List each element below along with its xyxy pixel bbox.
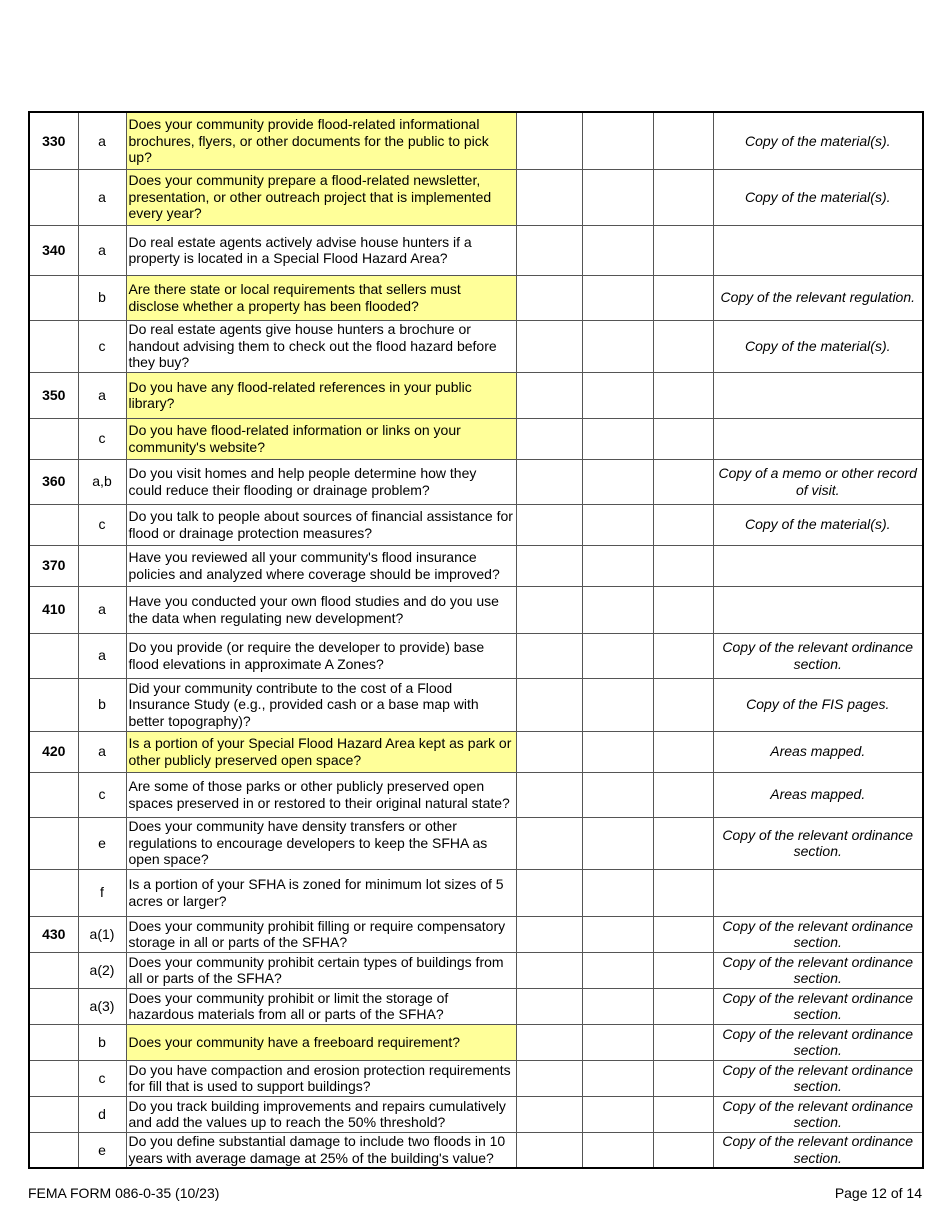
answer-yes-cell[interactable] bbox=[516, 169, 582, 225]
question-cell: Does your community prohibit or limit the storage of hazardous materials from all or parts of the SFHA? bbox=[126, 988, 516, 1024]
sub-item-cell: a(2) bbox=[78, 952, 126, 988]
documentation-cell bbox=[713, 586, 923, 633]
sub-item-cell: a(3) bbox=[78, 988, 126, 1024]
answer-na-cell[interactable] bbox=[653, 545, 713, 586]
documentation-cell: Copy of the relevant ordinance section. bbox=[713, 1132, 923, 1168]
answer-no-cell[interactable] bbox=[582, 225, 653, 275]
item-number-cell: 360 bbox=[29, 459, 78, 504]
form-number: FEMA FORM 086-0-35 (10/23) bbox=[28, 1185, 220, 1201]
table-row bbox=[29, 586, 923, 633]
answer-na-cell[interactable] bbox=[653, 1096, 713, 1132]
answer-yes-cell[interactable] bbox=[516, 418, 582, 459]
answer-na-cell[interactable] bbox=[653, 952, 713, 988]
answer-yes-cell[interactable] bbox=[516, 817, 582, 869]
question-cell: Do you have compaction and erosion protection requirements for fill that is used to support buildings? bbox=[126, 1060, 516, 1096]
documentation-cell bbox=[713, 418, 923, 459]
answer-yes-cell[interactable] bbox=[516, 633, 582, 678]
item-number-cell bbox=[29, 772, 78, 817]
answer-yes-cell[interactable] bbox=[516, 916, 582, 952]
question-cell: Does your community have density transfers or other regulations to encourage developers to keep the SFHA as open space? bbox=[126, 817, 516, 869]
question-cell: Do real estate agents give house hunters a brochure or handout advising them to check out the flood hazard before they buy? bbox=[126, 320, 516, 372]
item-number-cell bbox=[29, 952, 78, 988]
sub-item-cell: b bbox=[78, 1024, 126, 1060]
question-cell: Have you conducted your own flood studies and do you use the data when regulating new development? bbox=[126, 586, 516, 633]
table-row bbox=[29, 869, 923, 916]
question-cell: Do you track building improvements and repairs cumulatively and add the values up to reach the 50% threshold? bbox=[126, 1096, 516, 1132]
sub-item-cell: c bbox=[78, 504, 126, 545]
documentation-cell bbox=[713, 545, 923, 586]
answer-na-cell[interactable] bbox=[653, 275, 713, 320]
answer-no-cell[interactable] bbox=[582, 916, 653, 952]
answer-yes-cell[interactable] bbox=[516, 1096, 582, 1132]
answer-na-cell[interactable] bbox=[653, 504, 713, 545]
answer-na-cell[interactable] bbox=[653, 678, 713, 731]
answer-no-cell[interactable] bbox=[582, 112, 653, 169]
answer-na-cell[interactable] bbox=[653, 817, 713, 869]
answer-yes-cell[interactable] bbox=[516, 545, 582, 586]
question-cell: Does your community have a freeboard requirement? bbox=[126, 1024, 516, 1060]
sub-item-cell: c bbox=[78, 772, 126, 817]
table-row bbox=[29, 817, 923, 869]
documentation-cell bbox=[713, 372, 923, 418]
item-number-cell bbox=[29, 1024, 78, 1060]
answer-no-cell[interactable] bbox=[582, 545, 653, 586]
documentation-cell bbox=[713, 869, 923, 916]
documentation-cell: Areas mapped. bbox=[713, 772, 923, 817]
table-row bbox=[29, 1024, 923, 1060]
answer-no-cell[interactable] bbox=[582, 372, 653, 418]
sub-item-cell: e bbox=[78, 817, 126, 869]
documentation-cell: Copy of the relevant ordinance section. bbox=[713, 952, 923, 988]
activity-checklist-table bbox=[28, 111, 924, 1169]
question-cell: Does your community provide flood-related informational brochures, flyers, or other documents for the public to pick up? bbox=[126, 112, 516, 169]
item-number-cell bbox=[29, 869, 78, 916]
documentation-cell: Copy of the relevant ordinance section. bbox=[713, 817, 923, 869]
answer-yes-cell[interactable] bbox=[516, 1132, 582, 1168]
answer-yes-cell[interactable] bbox=[516, 731, 582, 772]
answer-na-cell[interactable] bbox=[653, 1132, 713, 1168]
sub-item-cell: d bbox=[78, 1096, 126, 1132]
table-row bbox=[29, 988, 923, 1024]
sub-item-cell: a bbox=[78, 586, 126, 633]
answer-yes-cell[interactable] bbox=[516, 772, 582, 817]
answer-yes-cell[interactable] bbox=[516, 952, 582, 988]
table-row bbox=[29, 952, 923, 988]
answer-no-cell[interactable] bbox=[582, 586, 653, 633]
sub-item-cell: f bbox=[78, 869, 126, 916]
answer-no-cell[interactable] bbox=[582, 1096, 653, 1132]
sub-item-cell: c bbox=[78, 1060, 126, 1096]
answer-yes-cell[interactable] bbox=[516, 459, 582, 504]
question-cell: Does your community prohibit certain types of buildings from all or parts of the SFHA? bbox=[126, 952, 516, 988]
documentation-cell: Copy of the relevant ordinance section. bbox=[713, 988, 923, 1024]
answer-no-cell[interactable] bbox=[582, 1024, 653, 1060]
answer-na-cell[interactable] bbox=[653, 418, 713, 459]
question-cell: Is a portion of your SFHA is zoned for minimum lot sizes of 5 acres or larger? bbox=[126, 869, 516, 916]
answer-yes-cell[interactable] bbox=[516, 504, 582, 545]
answer-na-cell[interactable] bbox=[653, 772, 713, 817]
table-row bbox=[29, 1060, 923, 1096]
item-number-cell: 420 bbox=[29, 731, 78, 772]
item-number-cell bbox=[29, 1132, 78, 1168]
answer-na-cell[interactable] bbox=[653, 916, 713, 952]
answer-yes-cell[interactable] bbox=[516, 320, 582, 372]
documentation-cell: Copy of the relevant ordinance section. bbox=[713, 1060, 923, 1096]
sub-item-cell: e bbox=[78, 1132, 126, 1168]
answer-no-cell[interactable] bbox=[582, 275, 653, 320]
sub-item-cell: a bbox=[78, 112, 126, 169]
table-row bbox=[29, 418, 923, 459]
table-row bbox=[29, 1096, 923, 1132]
answer-na-cell[interactable] bbox=[653, 1060, 713, 1096]
answer-no-cell[interactable] bbox=[582, 169, 653, 225]
question-cell: Is a portion of your Special Flood Hazard Area kept as park or other publicly preserved open space? bbox=[126, 731, 516, 772]
answer-yes-cell[interactable] bbox=[516, 112, 582, 169]
question-cell: Are there state or local requirements that sellers must disclose whether a property has been flooded? bbox=[126, 275, 516, 320]
item-number-cell bbox=[29, 817, 78, 869]
item-number-cell bbox=[29, 1060, 78, 1096]
sub-item-cell: a bbox=[78, 731, 126, 772]
item-number-cell bbox=[29, 988, 78, 1024]
question-cell: Do you visit homes and help people determine how they could reduce their flooding or drainage problem? bbox=[126, 459, 516, 504]
answer-no-cell[interactable] bbox=[582, 1132, 653, 1168]
question-cell: Does your community prohibit filling or require compensatory storage in all or parts of the SFHA? bbox=[126, 916, 516, 952]
answer-no-cell[interactable] bbox=[582, 817, 653, 869]
sub-item-cell: b bbox=[78, 275, 126, 320]
answer-na-cell[interactable] bbox=[653, 225, 713, 275]
documentation-cell: Copy of the relevant regulation. bbox=[713, 275, 923, 320]
item-number-cell bbox=[29, 504, 78, 545]
item-number-cell: 430 bbox=[29, 916, 78, 952]
item-number-cell bbox=[29, 678, 78, 731]
table-row bbox=[29, 633, 923, 678]
table-row bbox=[29, 772, 923, 817]
question-cell: Do you define substantial damage to include two floods in 10 years with average damage at 25% of the building's value? bbox=[126, 1132, 516, 1168]
table-row bbox=[29, 504, 923, 545]
answer-yes-cell[interactable] bbox=[516, 225, 582, 275]
table-row bbox=[29, 372, 923, 418]
table-row bbox=[29, 1132, 923, 1168]
question-cell: Do real estate agents actively advise house hunters if a property is located in a Special Flood Hazard Area? bbox=[126, 225, 516, 275]
page-number: Page 12 of 14 bbox=[834, 1185, 922, 1201]
answer-na-cell[interactable] bbox=[653, 988, 713, 1024]
item-number-cell: 370 bbox=[29, 545, 78, 586]
table-row bbox=[29, 916, 923, 952]
table-row bbox=[29, 678, 923, 731]
documentation-cell bbox=[713, 225, 923, 275]
answer-na-cell[interactable] bbox=[653, 459, 713, 504]
answer-na-cell[interactable] bbox=[653, 1024, 713, 1060]
sub-item-cell: a,b bbox=[78, 459, 126, 504]
answer-na-cell[interactable] bbox=[653, 320, 713, 372]
answer-yes-cell[interactable] bbox=[516, 1024, 582, 1060]
answer-na-cell[interactable] bbox=[653, 169, 713, 225]
sub-item-cell: b bbox=[78, 678, 126, 731]
documentation-cell: Copy of the relevant ordinance section. bbox=[713, 916, 923, 952]
answer-no-cell[interactable] bbox=[582, 320, 653, 372]
answer-na-cell[interactable] bbox=[653, 372, 713, 418]
table-row bbox=[29, 459, 923, 504]
table-row bbox=[29, 225, 923, 275]
answer-no-cell[interactable] bbox=[582, 678, 653, 731]
documentation-cell: Copy of the material(s). bbox=[713, 112, 923, 169]
answer-no-cell[interactable] bbox=[582, 988, 653, 1024]
sub-item-cell: c bbox=[78, 320, 126, 372]
answer-yes-cell[interactable] bbox=[516, 988, 582, 1024]
answer-yes-cell[interactable] bbox=[516, 869, 582, 916]
documentation-cell: Copy of the relevant ordinance section. bbox=[713, 1096, 923, 1132]
table-row bbox=[29, 731, 923, 772]
answer-no-cell[interactable] bbox=[582, 459, 653, 504]
sub-item-cell: a(1) bbox=[78, 916, 126, 952]
table-row bbox=[29, 320, 923, 372]
answer-no-cell[interactable] bbox=[582, 772, 653, 817]
answer-na-cell[interactable] bbox=[653, 731, 713, 772]
question-cell: Are some of those parks or other publicly preserved open spaces preserved in or restored to their original natural state? bbox=[126, 772, 516, 817]
item-number-cell bbox=[29, 320, 78, 372]
documentation-cell: Copy of the FIS pages. bbox=[713, 678, 923, 731]
item-number-cell bbox=[29, 633, 78, 678]
item-number-cell bbox=[29, 169, 78, 225]
item-number-cell bbox=[29, 1096, 78, 1132]
answer-yes-cell[interactable] bbox=[516, 372, 582, 418]
answer-na-cell[interactable] bbox=[653, 869, 713, 916]
answer-no-cell[interactable] bbox=[582, 418, 653, 459]
table-row bbox=[29, 112, 923, 169]
question-cell: Do you have any flood-related references in your public library? bbox=[126, 372, 516, 418]
documentation-cell: Copy of a memo or other record of visit. bbox=[713, 459, 923, 504]
answer-no-cell[interactable] bbox=[582, 633, 653, 678]
sub-item-cell: a bbox=[78, 633, 126, 678]
question-cell: Did your community contribute to the cost of a Flood Insurance Study (e.g., provided cash or a base map with better topography)? bbox=[126, 678, 516, 731]
sub-item-cell: a bbox=[78, 372, 126, 418]
item-number-cell: 350 bbox=[29, 372, 78, 418]
documentation-cell: Copy of the material(s). bbox=[713, 504, 923, 545]
documentation-cell: Copy of the material(s). bbox=[713, 320, 923, 372]
answer-yes-cell[interactable] bbox=[516, 586, 582, 633]
answer-no-cell[interactable] bbox=[582, 731, 653, 772]
answer-no-cell[interactable] bbox=[582, 504, 653, 545]
question-cell: Do you provide (or require the developer to provide) base flood elevations in approximate A Zones? bbox=[126, 633, 516, 678]
item-number-cell bbox=[29, 418, 78, 459]
item-number-cell: 340 bbox=[29, 225, 78, 275]
answer-yes-cell[interactable] bbox=[516, 1060, 582, 1096]
sub-item-cell: c bbox=[78, 418, 126, 459]
documentation-cell: Copy of the relevant ordinance section. bbox=[713, 1024, 923, 1060]
answer-yes-cell[interactable] bbox=[516, 678, 582, 731]
documentation-cell: Areas mapped. bbox=[713, 731, 923, 772]
answer-no-cell[interactable] bbox=[582, 952, 653, 988]
answer-na-cell[interactable] bbox=[653, 633, 713, 678]
question-cell: Does your community prepare a flood-related newsletter, presentation, or other outreach project that is implemented every year? bbox=[126, 169, 516, 225]
item-number-cell bbox=[29, 275, 78, 320]
answer-no-cell[interactable] bbox=[582, 1060, 653, 1096]
answer-yes-cell[interactable] bbox=[516, 275, 582, 320]
answer-na-cell[interactable] bbox=[653, 112, 713, 169]
documentation-cell: Copy of the relevant ordinance section. bbox=[713, 633, 923, 678]
table-row bbox=[29, 275, 923, 320]
documentation-cell: Copy of the material(s). bbox=[713, 169, 923, 225]
sub-item-cell: a bbox=[78, 225, 126, 275]
sub-item-cell: a bbox=[78, 169, 126, 225]
table-row bbox=[29, 545, 923, 586]
table-row bbox=[29, 169, 923, 225]
answer-no-cell[interactable] bbox=[582, 869, 653, 916]
item-number-cell: 410 bbox=[29, 586, 78, 633]
answer-na-cell[interactable] bbox=[653, 586, 713, 633]
question-cell: Have you reviewed all your community's flood insurance policies and analyzed where coverage should be improved? bbox=[126, 545, 516, 586]
question-cell: Do you have flood-related information or links on your community's website? bbox=[126, 418, 516, 459]
question-cell: Do you talk to people about sources of financial assistance for flood or drainage protection measures? bbox=[126, 504, 516, 545]
sub-item-cell bbox=[78, 545, 126, 586]
item-number-cell: 330 bbox=[29, 112, 78, 169]
